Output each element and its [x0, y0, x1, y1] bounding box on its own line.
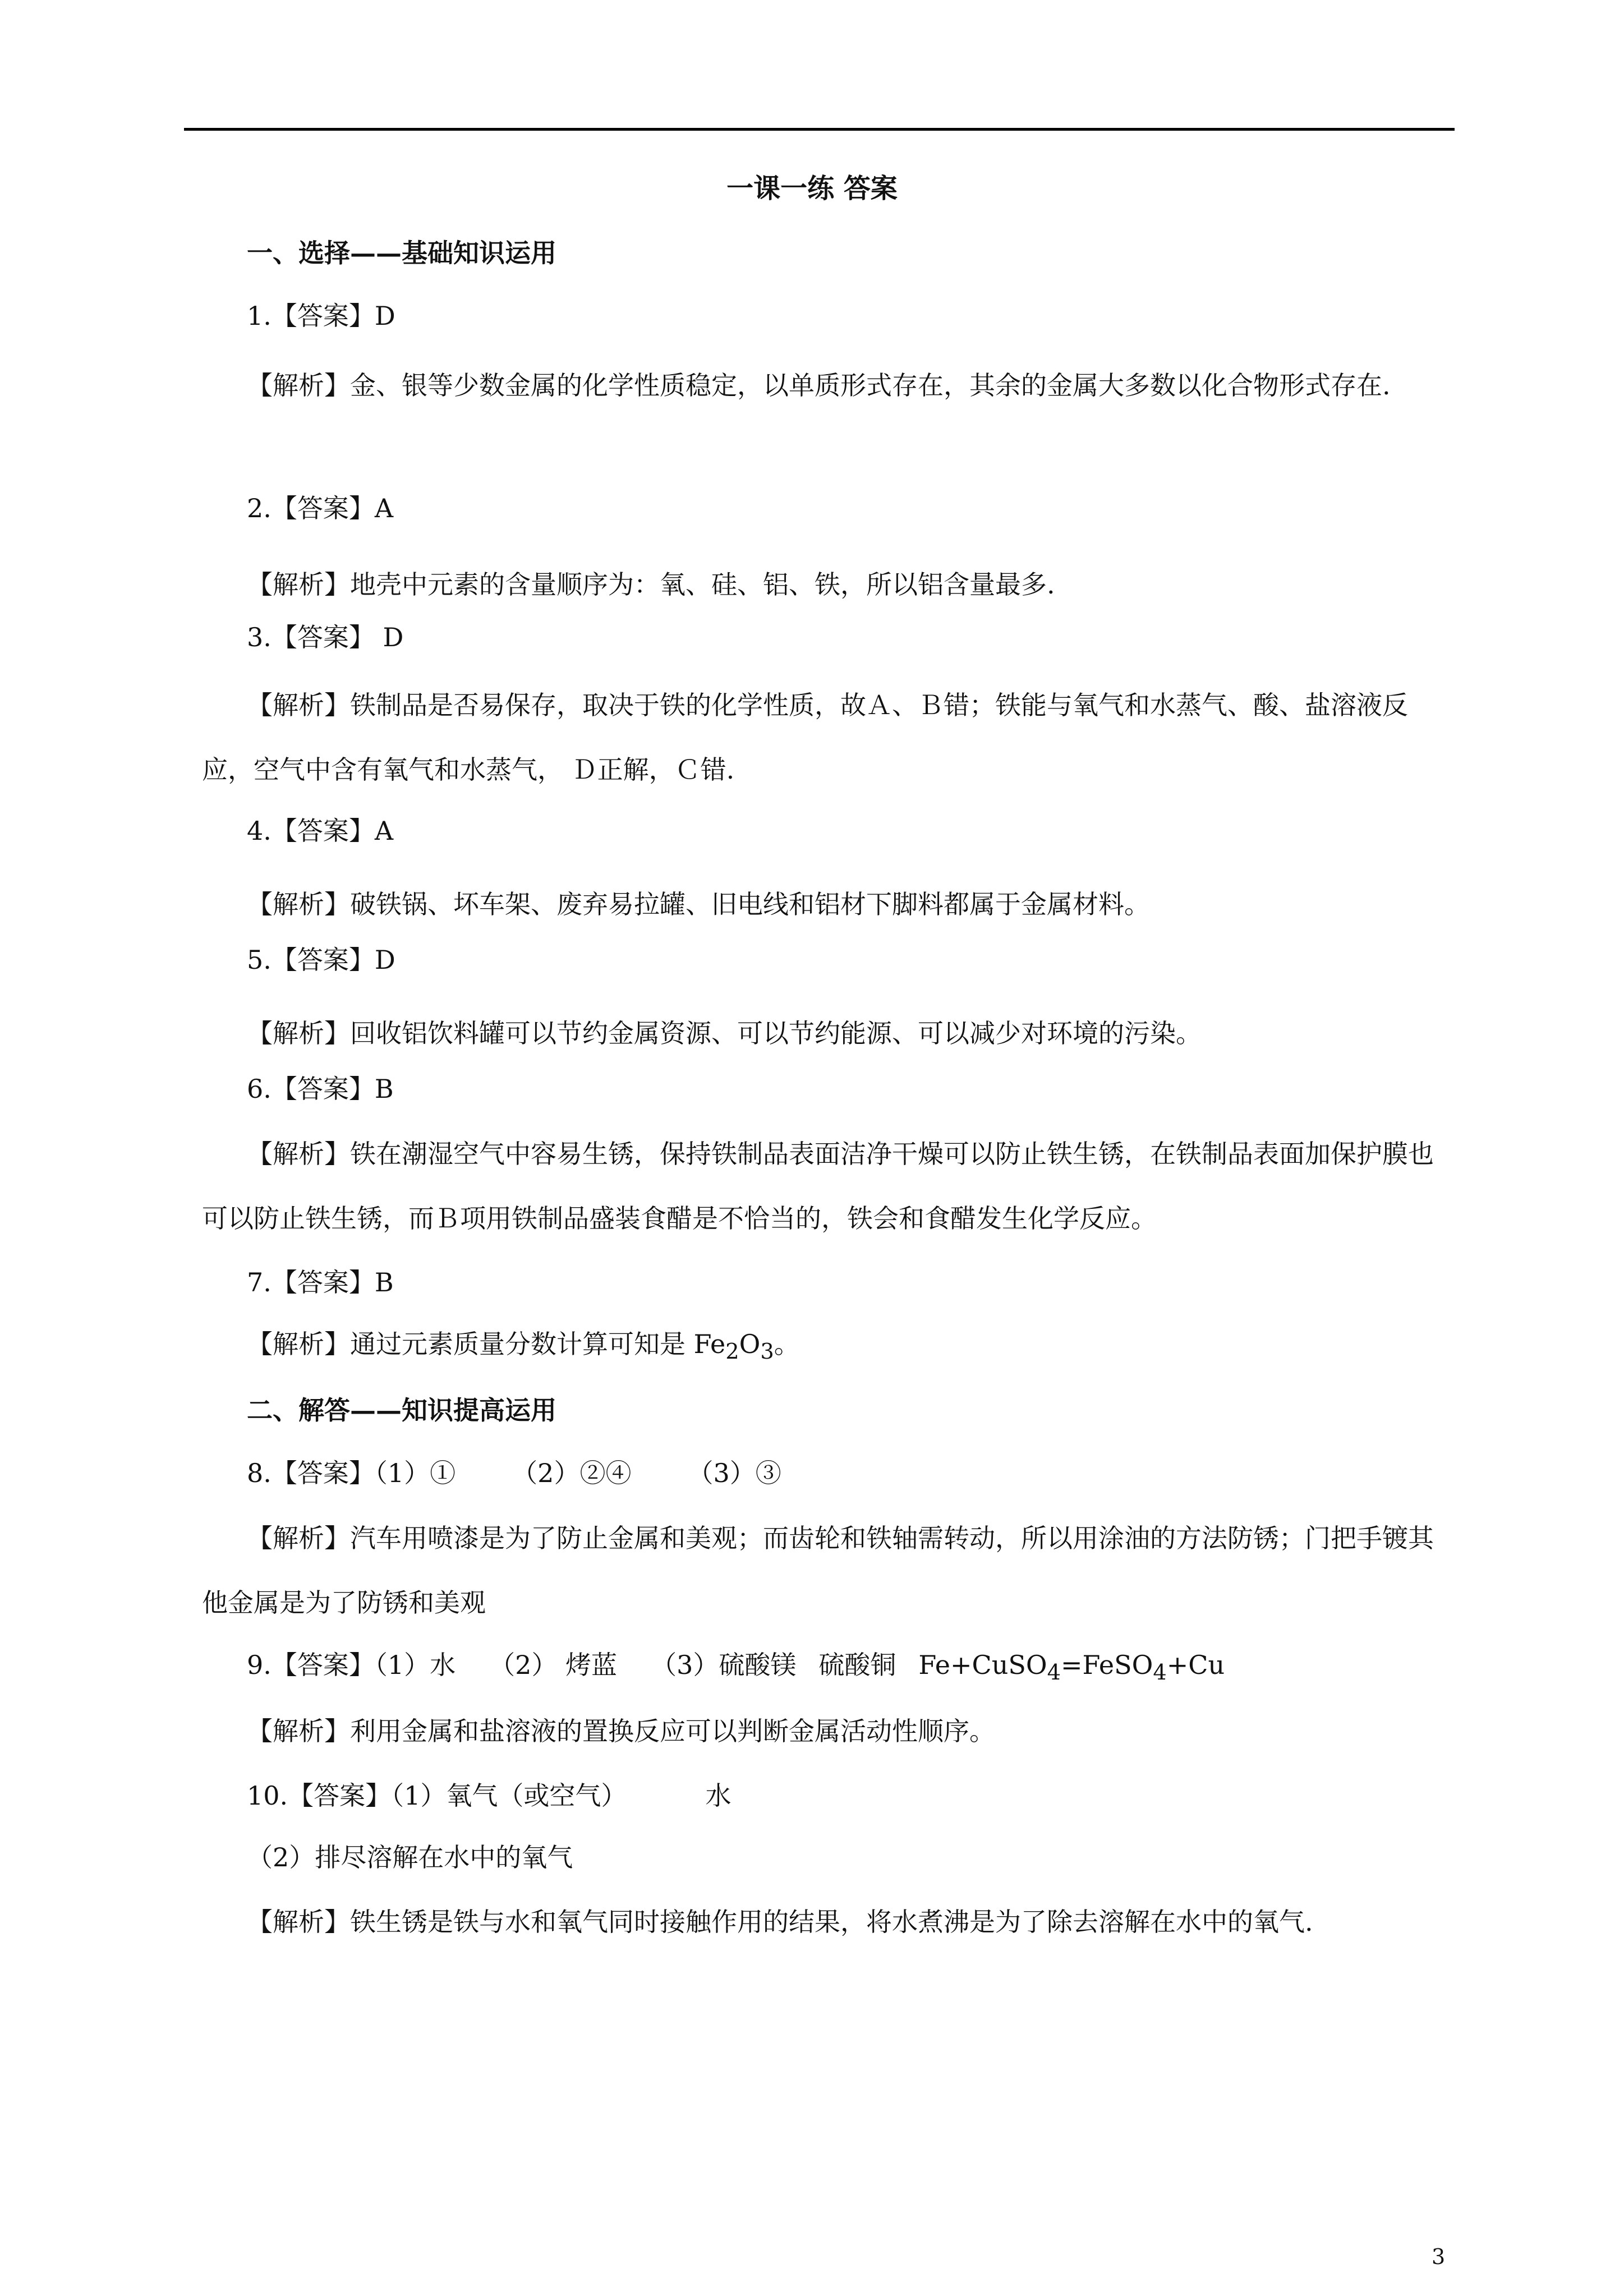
formula-subscript: 3: [760, 1339, 774, 1365]
formula-subscript: 2: [725, 1339, 739, 1365]
q8-answer: [247, 1453, 1492, 1493]
equation-text: +Cu: [1166, 1650, 1225, 1680]
equation-text: =FeSO: [1060, 1650, 1153, 1680]
q10-part-1: （1）氧气（或空气）: [391, 1780, 627, 1811]
q8-part-1: （1）①: [374, 1458, 456, 1488]
q8-part-2: （2）②④: [512, 1458, 632, 1488]
equation-text: Fe+CuSO: [918, 1650, 1047, 1680]
q5-answer: 5.【答案】D: [247, 945, 395, 975]
q9-part-4: 硫酸铜: [818, 1650, 896, 1680]
q2-answer: 2.【答案】A: [247, 493, 394, 523]
q7-answer: 7.【答案】B: [247, 1267, 394, 1297]
q3-answer: 3.【答案】 D: [247, 622, 404, 652]
q8-part-3: （3）③: [687, 1458, 781, 1488]
q9-answer: [247, 1645, 1492, 1693]
header-rule: [184, 128, 1455, 131]
q9-explanation: 【解析】利用金属和盐溶液的置换反应可以判断金属活动性顺序。: [247, 1716, 995, 1746]
q9-part-2: （2） 烤蓝: [489, 1650, 618, 1680]
q1-answer: 1.【答案】D: [247, 301, 395, 331]
section-heading-choice: 一、选择——基础知识运用: [247, 238, 556, 268]
q7-explanation: [247, 1324, 1492, 1372]
q10-part-2: （2）排尽溶解在水中的氧气: [247, 1842, 573, 1872]
q8-explanation: 【解析】汽车用喷漆是为了防止金属和美观；而齿轮和铁轴需转动，所以用涂油的方法防锈；门把手镀其他金属是为了防锈和美观: [202, 1523, 1434, 1618]
equation-subscript: 4: [1047, 1660, 1061, 1686]
equation-subscript: 4: [1153, 1660, 1167, 1686]
q5-explanation: 【解析】回收铝饮料罐可以节约金属资源、可以节约能源、可以减少对环境的污染。: [247, 1018, 1202, 1048]
formula-fe: Fe: [693, 1329, 726, 1359]
q7-explanation-end: 。: [774, 1329, 800, 1359]
q7-explanation-text: 【解析】通过元素质量分数计算可知是: [247, 1329, 694, 1359]
page-title: 一课一练 答案: [726, 173, 898, 204]
q8-answer-label: 8.【答案】: [247, 1458, 375, 1488]
section-heading-answer: 二、解答——知识提高运用: [247, 1395, 556, 1425]
q6-explanation: 【解析】铁在潮湿空气中容易生锈，保持铁制品表面洁净干燥可以防止铁生锈，在铁制品表面加保护膜也可以防止铁生锈，而Ｂ项用铁制品盛装食醋是不恰当的，铁会和食醋发生化学反应。: [202, 1139, 1434, 1234]
page-number: 3: [1432, 2244, 1446, 2269]
q1-explanation: 【解析】金、银等少数金属的化学性质稳定，以单质形式存在，其余的金属大多数以化合物形式存在.: [247, 370, 1391, 401]
q9-equation: [918, 1650, 1225, 1686]
q9-answer-label: 9.【答案】: [247, 1650, 375, 1680]
q9-part-1: （1）水: [374, 1650, 456, 1680]
formula-o: O: [739, 1329, 761, 1359]
q10-part-1b: 水: [705, 1780, 732, 1811]
q10-explanation: 【解析】铁生锈是铁与水和氧气同时接触作用的结果，将水煮沸是为了除去溶解在水中的氧气.: [247, 1907, 1313, 1937]
q4-answer: 4.【答案】A: [247, 816, 394, 846]
q10-answer: [247, 1775, 1492, 1816]
q9-part-3: （3）硫酸镁: [651, 1650, 797, 1680]
q4-explanation: 【解析】破铁锅、坏车架、废弃易拉罐、旧电线和铝材下脚料都属于金属材料。: [247, 889, 1150, 919]
q2-explanation: 【解析】地壳中元素的含量顺序为：氧、硅、铝、铁，所以铝含量最多.: [247, 569, 1055, 600]
q6-answer: 6.【答案】B: [247, 1074, 394, 1104]
q3-explanation: 【解析】铁制品是否易保存，取决于铁的化学性质，故Ａ、Ｂ错；铁能与氧气和水蒸气、酸、盐溶液反应，空气中含有氧气和水蒸气， Ｄ正解，Ｃ错.: [202, 690, 1408, 785]
q10-answer-label: 10.【答案】: [247, 1780, 392, 1811]
